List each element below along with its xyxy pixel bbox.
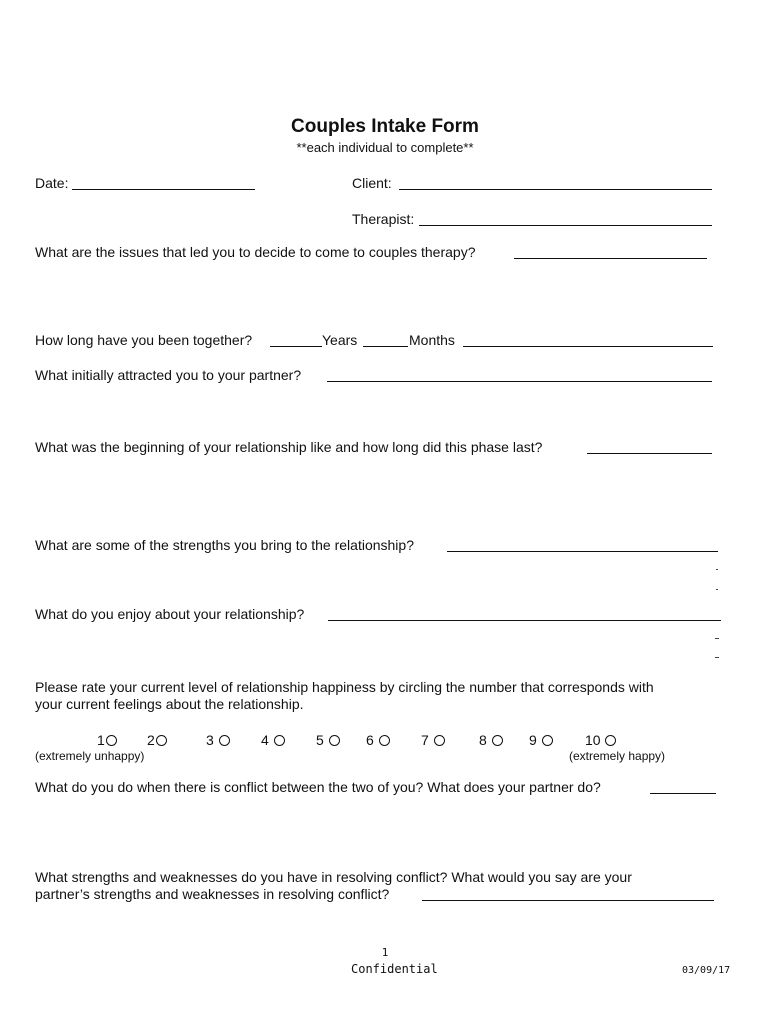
scale-high-label: (extremely happy) bbox=[569, 749, 666, 763]
resolve-answer-field[interactable] bbox=[422, 900, 714, 901]
form-title: Couples Intake Form bbox=[291, 116, 479, 137]
form-subtitle: **each individual to complete** bbox=[296, 140, 474, 155]
rating-option-3[interactable]: 3 bbox=[206, 732, 230, 748]
scale-low-label: (extremely unhappy) bbox=[35, 749, 145, 763]
radio-circle-icon bbox=[379, 735, 390, 746]
radio-circle-icon bbox=[219, 735, 230, 746]
beginning-answer-field[interactable] bbox=[587, 453, 712, 454]
radio-circle-icon bbox=[434, 735, 445, 746]
attracted-answer-field[interactable] bbox=[327, 381, 712, 382]
rating-option-10[interactable]: 10 bbox=[585, 732, 616, 748]
question-rate-line1: Please rate your current level of relationship happiness by circling the number that corresponds with bbox=[35, 679, 654, 695]
question-beginning: What was the beginning of your relationship like and how long did this phase last? bbox=[35, 439, 543, 455]
together-answer-field[interactable] bbox=[463, 346, 713, 347]
page-number: 1 bbox=[381, 946, 389, 959]
rating-option-5[interactable]: 5 bbox=[316, 732, 340, 748]
rating-option-6[interactable]: 6 bbox=[366, 732, 390, 748]
radio-circle-icon bbox=[492, 735, 503, 746]
rating-option-9[interactable]: 9 bbox=[529, 732, 553, 748]
stray-mark bbox=[716, 569, 718, 570]
question-rate-line2: your current feelings about the relationship. bbox=[35, 696, 304, 712]
confidential-label: Confidential bbox=[351, 962, 438, 976]
rating-option-7[interactable]: 7 bbox=[421, 732, 445, 748]
question-strengths: What are some of the strengths you bring to the relationship? bbox=[35, 537, 414, 553]
therapist-field[interactable] bbox=[419, 225, 712, 226]
months-label: Months bbox=[409, 332, 455, 348]
radio-circle-icon bbox=[329, 735, 340, 746]
question-conflict: What do you do when there is conflict between the two of you? What does your partner do? bbox=[35, 779, 601, 795]
stray-mark bbox=[716, 589, 718, 590]
radio-circle-icon bbox=[106, 735, 117, 746]
footer-date: 03/09/17 bbox=[682, 965, 731, 976]
strengths-answer-field[interactable] bbox=[447, 551, 718, 552]
client-field[interactable] bbox=[399, 189, 712, 190]
radio-circle-icon bbox=[156, 735, 167, 746]
rating-option-1[interactable]: 1 bbox=[97, 732, 117, 748]
rating-option-4[interactable]: 4 bbox=[261, 732, 285, 748]
enjoy-answer-field[interactable] bbox=[328, 620, 721, 621]
stray-mark bbox=[715, 638, 719, 639]
radio-circle-icon bbox=[274, 735, 285, 746]
question-together: How long have you been together? bbox=[35, 332, 253, 348]
months-field[interactable] bbox=[363, 346, 408, 347]
client-label: Client: bbox=[352, 175, 392, 191]
question-issues: What are the issues that led you to decide to come to couples therapy? bbox=[35, 244, 476, 260]
radio-circle-icon bbox=[542, 735, 553, 746]
date-label: Date: bbox=[35, 175, 69, 191]
question-resolve-line2: partner’s strengths and weaknesses in resolving conflict? bbox=[35, 886, 390, 902]
question-attracted: What initially attracted you to your partner? bbox=[35, 367, 302, 383]
issues-answer-field[interactable] bbox=[514, 258, 707, 259]
date-field[interactable] bbox=[72, 189, 255, 190]
rating-option-8[interactable]: 8 bbox=[479, 732, 503, 748]
rating-option-2[interactable]: 2 bbox=[147, 732, 167, 748]
years-label: Years bbox=[322, 332, 358, 348]
radio-circle-icon bbox=[605, 735, 616, 746]
stray-mark bbox=[715, 657, 719, 658]
therapist-label: Therapist: bbox=[352, 211, 415, 227]
conflict-answer-field[interactable] bbox=[650, 793, 716, 794]
years-field[interactable] bbox=[270, 346, 322, 347]
question-enjoy: What do you enjoy about your relationship? bbox=[35, 606, 305, 622]
question-resolve-line1: What strengths and weaknesses do you have in resolving conflict? What would you say are your bbox=[35, 869, 632, 885]
